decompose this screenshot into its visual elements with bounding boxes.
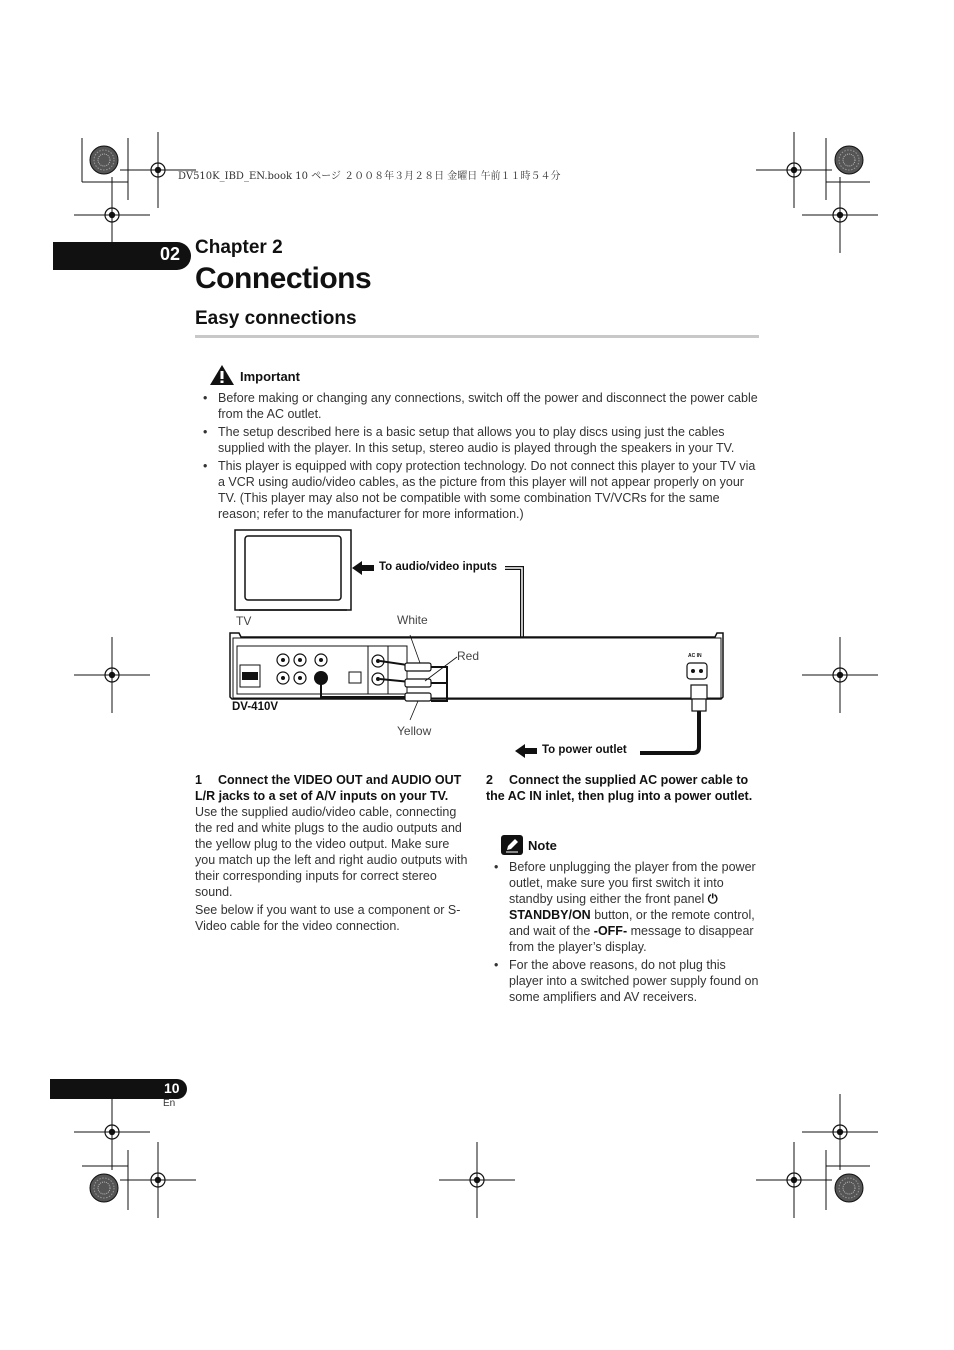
note-icon xyxy=(501,835,523,855)
step-title: Connect the supplied AC power cable to the AC IN inlet, then plug into a power outlet. xyxy=(486,773,753,803)
tv-illustration xyxy=(235,530,351,610)
chapter-number: 02 xyxy=(160,244,181,264)
player-rear-panel xyxy=(230,633,723,699)
page-number: 10 xyxy=(164,1080,180,1096)
warning-icon xyxy=(209,364,235,386)
white-plug-label: White xyxy=(397,613,428,627)
yellow-plug-label: Yellow xyxy=(397,724,432,738)
arrow-left-icon xyxy=(515,744,537,758)
standby-button-label: ⏻ STANDBY/ON xyxy=(509,892,718,922)
step-body: Use the supplied audio/video cable, connecting the red and white plugs to the audio outputs and the yellow plug to the video output. Make sure you match up the left and right audio outputs with their corresponding inputs for correct stereo sound. xyxy=(195,805,468,899)
step-number: 1 xyxy=(195,773,202,787)
step-2 xyxy=(486,772,759,804)
book-info: DV510K_IBD_EN.book 10 ページ ２００８年３月２８日 金曜日 午前１１時５４分 xyxy=(178,171,561,182)
note-list xyxy=(494,859,759,1007)
section-rule xyxy=(195,335,759,338)
list-item: • The setup described here is a basic setup that allows you to play discs using just the cables supplied with the player. In this setup, stereo audio is played through the speakers in your TV. xyxy=(203,424,759,456)
list-item: • For the above reasons, do not plug this player into a switched power supply found on some amplifiers and AV receivers. xyxy=(494,957,759,1005)
arrow-left-icon xyxy=(352,561,374,575)
step-number: 2 xyxy=(486,773,493,787)
step-title: Connect the VIDEO OUT and AUDIO OUT L/R jacks to a set of A/V inputs on your TV. xyxy=(195,773,462,803)
red-plug-label: Red xyxy=(457,649,480,663)
model-label: DV-410V xyxy=(232,701,279,713)
chapter-label: Chapter 2 xyxy=(195,237,283,258)
ac-in-label: AC IN xyxy=(688,653,702,659)
tv-label: TV xyxy=(236,614,252,628)
list-item: • This player is equipped with copy protection technology. Do not connect this player to your TV via a VCR using audio/video cables, as the picture from this player will not appear properly on your TV. (This player may also not be compatible with some combination TV/VCRs for the same reason; refer to the manufacturer for more information.) xyxy=(203,458,759,522)
step-1 xyxy=(195,772,470,936)
list-item: • Before unplugging the player from the power outlet, make sure you first switch it into standby using either the front panel ⏻ STANDBY/ON button, or the remote control, and wait of the -OFF- message to disappear from the player’s display. xyxy=(494,859,759,955)
page-language: En xyxy=(163,1098,176,1109)
power-outlet-label: To power outlet xyxy=(542,744,627,756)
page-title: Connections xyxy=(195,262,372,295)
important-list xyxy=(203,390,759,524)
important-label: Important xyxy=(240,369,300,384)
section-title: Easy connections xyxy=(195,308,357,329)
list-item: • Before making or changing any connections, switch off the power and disconnect the power cable from the AC outlet. xyxy=(203,390,759,422)
av-inputs-label: To audio/video inputs xyxy=(379,561,497,573)
note-label: Note xyxy=(528,838,557,853)
step-body: See below if you want to use a component or S-Video cable for the video connection. xyxy=(195,903,461,933)
off-message: -OFF- xyxy=(593,924,628,938)
